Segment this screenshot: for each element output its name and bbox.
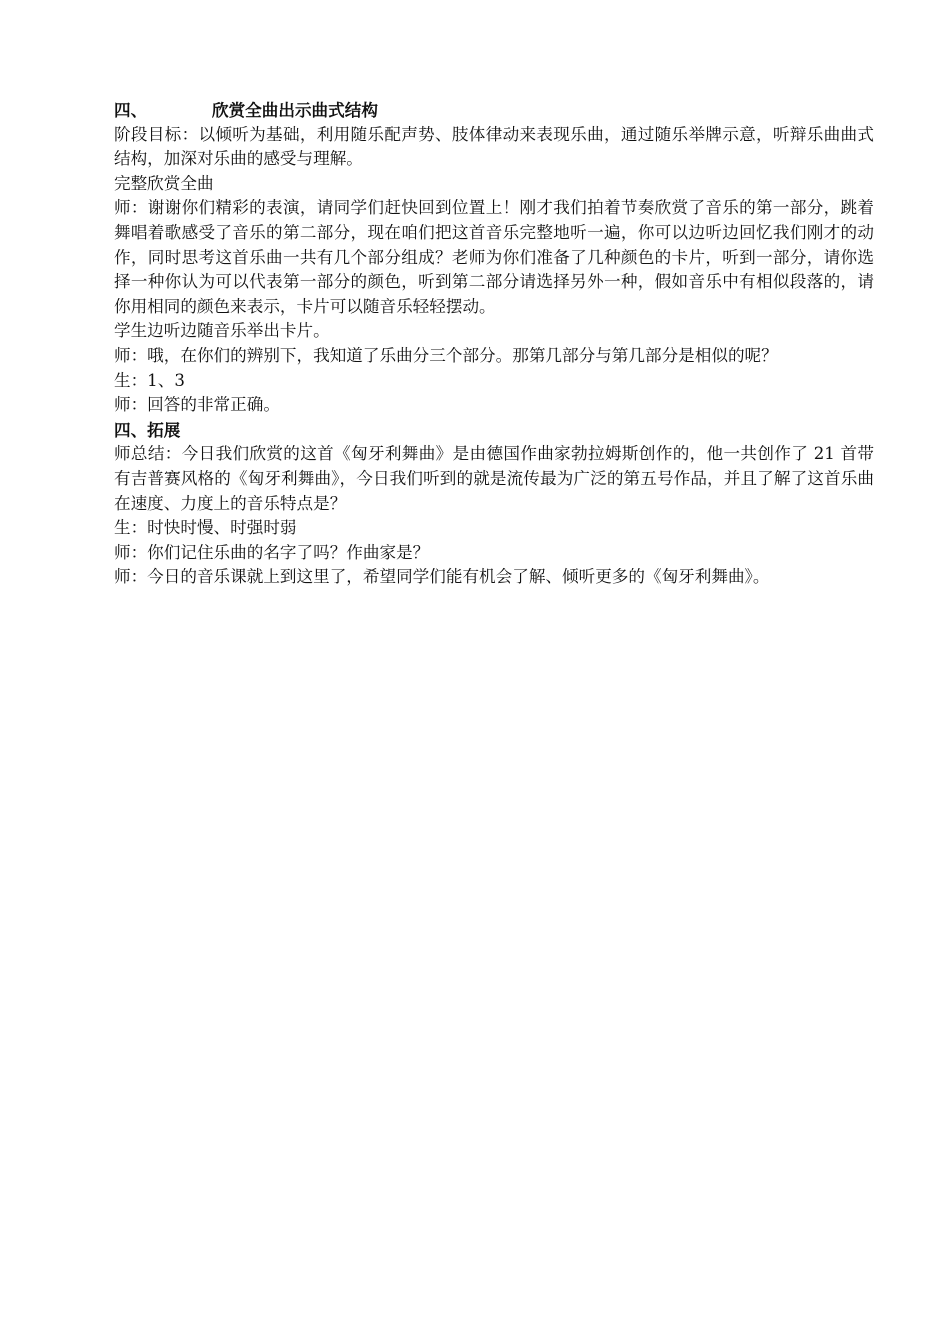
student-answer-paragraph: 生：1、3: [114, 370, 185, 390]
document-page: [114, 98, 874, 590]
student-reply-paragraph: 生：时快时慢、时强时弱: [114, 518, 297, 538]
teacher-feedback-paragraph: 师：回答的非常正确。: [114, 395, 280, 415]
teacher-question-paragraph: 师：哦，在你们的辨别下，我知道了乐曲分三个部分。那第几部分与第几部分是相似的呢？: [114, 345, 778, 365]
stage-goal-paragraph: 阶段目标：以倾听为基础，利用随乐配声势、肢体律动来表现乐曲，通过随乐举牌示意，听辩乐曲曲式结构，加深对乐曲的感受与理解。: [114, 124, 874, 169]
teacher-summary-paragraph: 师总结：今日我们欣赏的这首《匈牙利舞曲》是由德国作曲家勃拉姆斯创作的，他一共创作了 21 首带有吉普赛风格的《匈牙利舞曲》，今日我们听到的就是流传最为广泛的第五号作品，并且了解了这首乐曲在速度、力度上的音乐特点是？: [114, 444, 874, 513]
student-action-paragraph: 学生边听边随音乐举出卡片。: [114, 321, 330, 341]
teacher-closing-paragraph: 师：今日的音乐课就上到这里了，希望同学们能有机会了解、倾听更多的《匈牙利舞曲》。: [114, 567, 770, 587]
subheading-full-listen: 完整欣赏全曲: [114, 173, 214, 193]
section-heading-text: 欣赏全曲出示曲式结构: [212, 100, 378, 120]
section-heading: [114, 98, 874, 123]
section2-heading: 四、拓展: [114, 419, 181, 440]
section-heading-number: 四、: [114, 100, 148, 120]
teacher-instruction-paragraph: 师：谢谢你们精彩的表演，请同学们赶快回到位置上！刚才我们拍着节奏欣赏了音乐的第一部分，跳着舞唱着歌感受了音乐的第二部分，现在咱们把这首音乐完整地听一遍，你可以边听边回忆我们刚才的动作，同时思考这首乐曲一共有几个部分组成？老师为你们准备了几种颜色的卡片，听到一部分，请你选择一种你认为可以代表第一部分的颜色，听到第二部分请选择另外一种，假如音乐中有相似段落的，请你用相同的颜色来表示，卡片可以随音乐轻轻摆动。: [114, 198, 874, 316]
teacher-recall-paragraph: 师：你们记住乐曲的名字了吗？作曲家是？: [114, 542, 430, 562]
